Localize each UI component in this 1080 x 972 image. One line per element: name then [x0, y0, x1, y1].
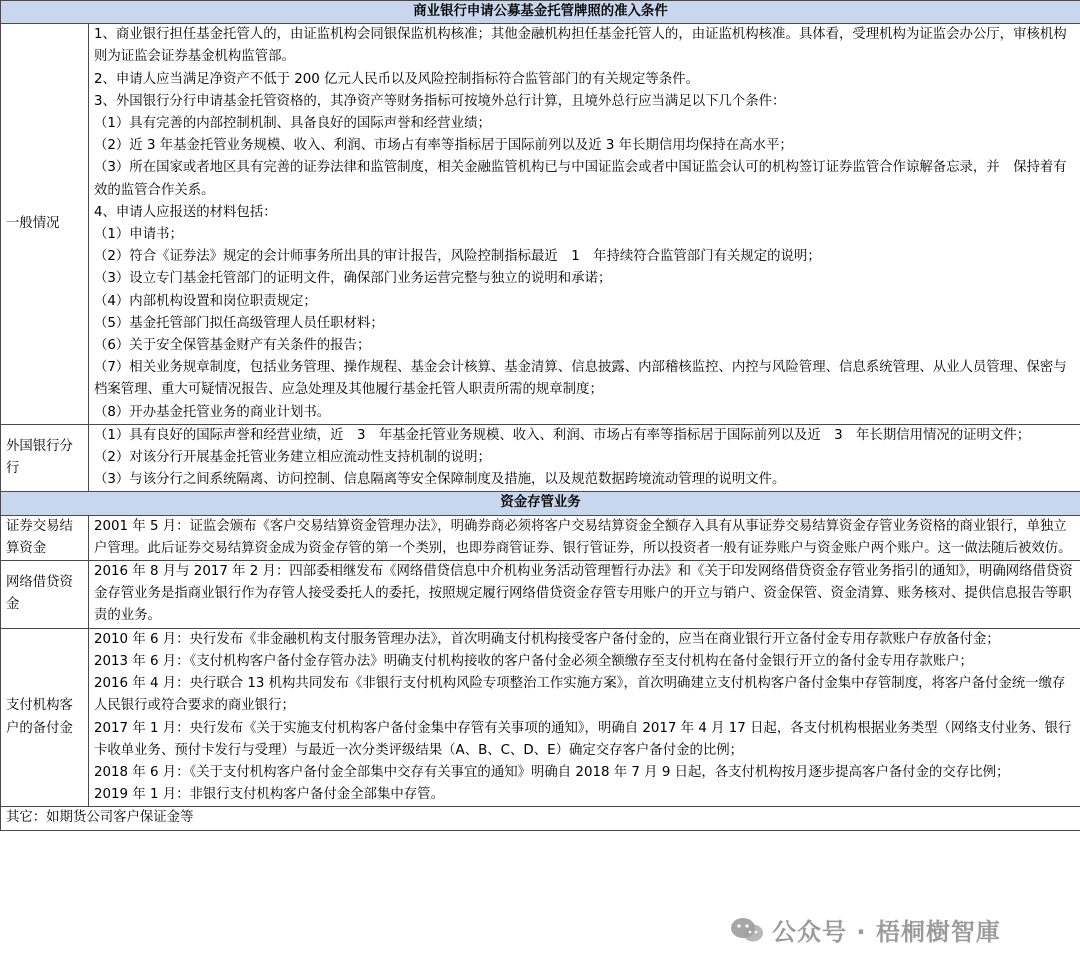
category-securities-settlement: 证券交易结算资金	[1, 515, 89, 560]
section-title-deposit: 资金存管业务	[1, 492, 1080, 515]
watermark	[730, 912, 1001, 947]
list-item: （3）所在国家或者地区具有完善的证券法律和监管制度，相关金融监管机构已与中国证监会或者中国证监会认可的机构签订证券监管合作谅解备忘录，并 保持着有效的监管合作关系。	[94, 160, 1067, 198]
list-item: （3）与该分行之间系统隔离、访问控制、信息隔离等安全保障制度及措施，以及规范数据跨境流动管理的说明文件。	[94, 472, 786, 488]
list-item: 2016 年 8 月与 2017 年 2 月：四部委相继发布《网络借贷信息中介机构业务活动管理暂行办法》和《关于印发网络借贷资金存管业务指引的通知》，明确网络借贷资金存管业务是指商业银行作为存管人接受委托人的委托，按照规定履行网络借贷资金存管专用账户的开立与销户、资金保管、资金清算、账务核对、提供信息报告等职责的业务。	[94, 564, 1073, 624]
row-general	[1, 24, 1080, 425]
list-item: （1）具有完善的内部控制机制、具备良好的国际声誉和经营业绩；	[94, 116, 491, 132]
category-p2p-lending: 网络借贷资金	[1, 561, 89, 629]
list-item: 2018 年 6 月：《关于支付机构客户备付金全部集中交存有关事宜的通知》明确自 2018 年 7 月 9 日起，各支付机构按月逐步提高客户备付金的交存比例；	[94, 764, 1010, 780]
list-item: 2019 年 1 月：非银行支付机构客户备付金全部集中存管。	[94, 787, 444, 803]
list-item: （1）申请书；	[94, 227, 183, 243]
list-item: （3）设立专门基金托管部门的证明文件，确保部门业务运营完整与独立的说明和承诺；	[94, 271, 612, 287]
list-item: 2013 年 6 月：《支付机构客户备付金存管办法》明确支付机构接收的客户备付金必须全额缴存至支付机构在备付金银行开立的备付金专用存款账户；	[94, 653, 973, 669]
list-item: （8）开办基金托管业务的商业计划书。	[94, 404, 331, 420]
section-title-custody: 商业银行申请公募基金托管牌照的准入条件	[1, 1, 1080, 24]
list-item: 3、外国银行分行申请基金托管资格的，其净资产等财务指标可按境外总行计算，且境外总行应当满足以下几个条件：	[94, 93, 786, 109]
content-securities-settlement	[89, 515, 1080, 560]
row-securities-settlement	[1, 515, 1080, 560]
category-payment-reserve: 支付机构客户的备付金	[1, 628, 89, 807]
category-general: 一般情况	[1, 24, 89, 425]
list-item: （6）关于安全保管基金财产有关条件的报告；	[94, 338, 371, 354]
content-foreign-branch	[89, 424, 1080, 492]
list-item: （5）基金托管部门拟任高级管理人员任职材料；	[94, 315, 384, 331]
list-item: （2）符合《证券法》规定的会计师事务所出具的审计报告，风险控制指标最近 1 年持续符合监管部门有关规定的说明；	[94, 249, 821, 265]
footer-other: 其它：如期货公司客户保证金等	[1, 807, 1080, 830]
row-payment-reserve	[1, 628, 1080, 807]
list-item: 4、申请人应报送的材料包括：	[94, 204, 277, 220]
list-item: 2、申请人应当满足净资产不低于 200 亿元人民币以及风险控制指标符合监管部门的有关规定等条件。	[94, 71, 699, 87]
list-item: （2）近 3 年基金托管业务规模、收入、利润、市场占有率等指标居于国际前列以及近 3 年长期信用均保持在高水平；	[94, 138, 793, 154]
watermark-text: 公众号 · 梧桐樹智庫	[772, 918, 1001, 946]
content-general	[89, 24, 1080, 425]
list-item: 1、商业银行担任基金托管人的，由证监机构会同银保监机构核准；其他金融机构担任基金托管人的，由证监机构核准。具体看，受理机构为证监会办公厅，审核机构则为证监会证券基金机构监管部。	[94, 27, 1067, 65]
list-item: （1）具有良好的国际声誉和经营业绩，近 3 年基金托管业务规模、收入、利润、市场占有率等指标居于国际前列以及近 3 年长期信用情况的证明文件；	[94, 427, 1031, 443]
category-foreign-branch: 外国银行分行	[1, 424, 89, 492]
content-p2p-lending	[89, 561, 1080, 629]
wechat-icon	[730, 916, 764, 944]
list-item: 2017 年 1 月：央行发布《关于实施支付机构客户备付金集中存管有关事项的通知》，明确自 2017 年 4 月 17 日起，各支付机构根据业务类型（网络支付业务、银行卡收单业务、预付卡发行与受理）与最近一次分类评级结果（A、B、C、D、E）确定交存客户备付金的比例；	[94, 720, 1072, 758]
row-p2p-lending	[1, 561, 1080, 629]
content-payment-reserve	[89, 628, 1080, 807]
list-item: （4）内部机构设置和岗位职责规定；	[94, 293, 317, 309]
list-item: （2）对该分行开展基金托管业务建立相应流动性支持机制的说明；	[94, 450, 491, 466]
list-item: 2010 年 6 月：央行发布《非金融机构支付服务管理办法》，首次明确支付机构接受客户备付金的，应当在商业银行开立备付金专用存款账户存放备付金；	[94, 631, 1000, 647]
list-item: （7）相关业务规章制度，包括业务管理、操作规程、基金会计核算、基金清算、信息披露、内部稽核监控、内控与风险管理、信息系统管理、从业人员管理、保密与档案管理、重大可疑情况报告、应急处理及其他履行基金托管人职责所需的规章制度；	[94, 360, 1067, 398]
list-item: 2001 年 5 月：证监会颁布《客户交易结算资金管理办法》，明确券商必须将客户交易结算资金全额存入具有从事证券交易结算资金存管业务资格的商业银行，单独立户管理。此后证券交易结算资金成为资金存管的第一个类别，也即券商管证券、银行管证券，所以投资者一般有证券账户与资金账户两个账户。这一做法随后被效仿。	[94, 518, 1072, 556]
row-foreign-branch	[1, 424, 1080, 492]
list-item: 2016 年 4 月：央行联合 13 机构共同发布《非银行支付机构风险专项整治工作实施方案》，首次明确建立支付机构客户备付金集中存管制度，将客户备付金统一缴存人民银行或符合要求的商业银行；	[94, 676, 1066, 714]
